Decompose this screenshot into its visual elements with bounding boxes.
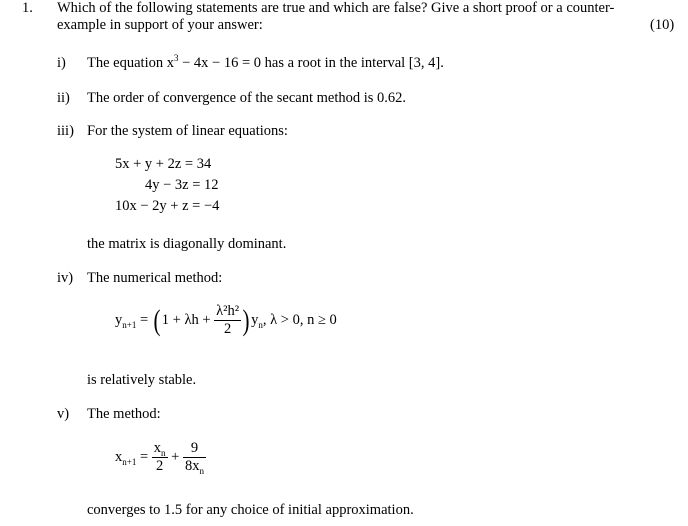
item-label-ii: ii) [57,90,70,106]
item-label-i: i) [57,55,66,71]
item-v-conclusion: converges to 1.5 for any choice of initial approximation. [87,502,414,518]
equation-2: 4y − 3z = 12 [145,177,219,193]
item-label-iii: iii) [57,123,74,139]
formula-iv-lhs-sub: n+1 [122,319,137,330]
equation-3: 10x − 2y + z = −4 [115,198,220,214]
formula-iv-rhs-sub: n [258,319,263,330]
item-iv-statement: The numerical method: [87,270,223,286]
item-iii-conclusion: the matrix is diagonally dominant. [87,236,287,252]
item-v-statement: The method: [87,406,161,422]
formula-v-fraction-1 [152,440,168,475]
formula-iv-lhs: y [115,311,123,328]
right-paren: ) [242,303,250,337]
formula-iv-cond: , λ > 0, n ≥ 0 [262,311,337,328]
formula-v-den2-wrap [183,457,206,475]
formula-iv-rhs: y [251,311,259,328]
formula-v-num2: 9 [190,440,199,456]
item-label-iv: iv) [57,270,74,286]
item-iv-conclusion: is relatively stable. [87,372,197,388]
question-prompt-line2: example in support of your answer: [57,17,263,33]
formula-v-den1: 2 [152,457,168,475]
item-i-text-after: − 4x − 16 = 0 has a root in the interval [3, 4]. [178,55,444,71]
formula-v-plus: + [171,448,180,465]
formula-v-eq: = [139,448,149,465]
formula-v-fraction-2 [183,440,206,475]
formula-v-num1: x [153,440,162,456]
formula-iv-num: λ²h² [216,303,240,319]
question-prompt-line1: Which of the following statements are true and which are false? Give a short proof or a counter- [57,0,615,16]
formula-v-lhs-sub: n+1 [122,456,137,467]
item-ii-statement: The order of convergence of the secant method is 0.62. [87,90,407,106]
formula-v-den2-sub: n [199,466,204,476]
formula-v-num1-wrap [152,440,168,457]
question-marks: (10) [650,17,675,33]
formula-iv-den: 2 [214,320,241,338]
formula-iv-eq: = [139,311,149,328]
formula-v-lhs: x [115,448,123,465]
item-iii-statement: For the system of linear equations: [87,123,288,139]
formula-v-num1-sub: n [161,448,166,458]
formula-iv-fraction [214,303,241,338]
formula-v [115,440,206,475]
formula-iv-part1: 1 + λh + [161,311,211,328]
item-i-text-before: The equation x [87,55,174,71]
question-number: 1. [22,0,33,16]
formula-iv [115,303,337,338]
item-label-v: v) [57,406,70,422]
item-i-exponent: 3 [173,53,179,63]
left-paren: ( [153,303,161,337]
equation-1: 5x + y + 2z = 34 [115,156,212,172]
formula-v-den2: 8x [184,458,200,474]
item-i-statement [87,55,444,72]
